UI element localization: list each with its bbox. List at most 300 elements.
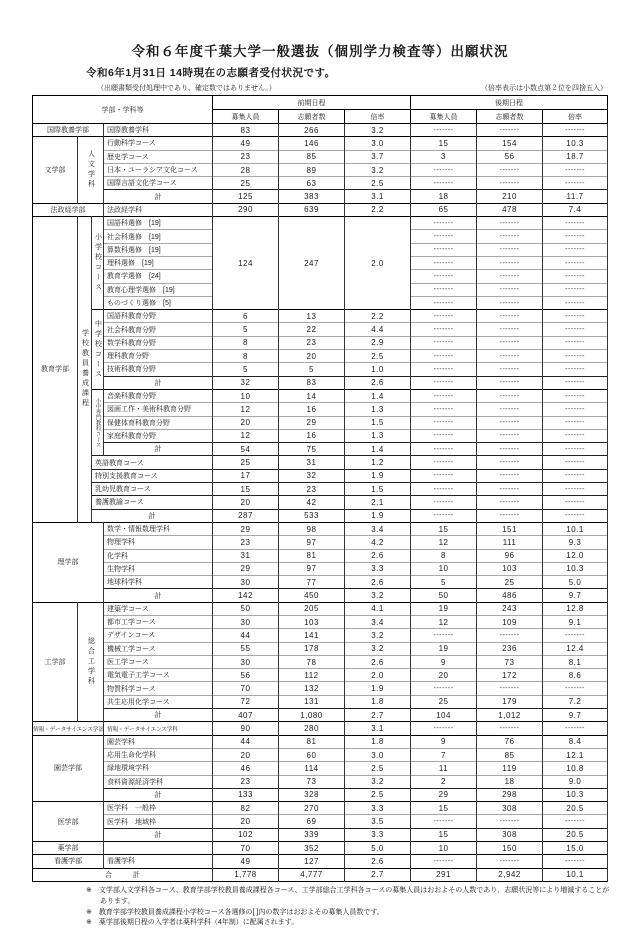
name-cell: 生物学科 (104, 562, 213, 575)
dash-cell: ------- (477, 509, 543, 522)
table-row (33, 669, 608, 682)
application-status-table (32, 95, 608, 882)
total-label-cell: 計 (104, 788, 213, 801)
name-cell: 緑地環境学科 (104, 762, 213, 775)
dash-cell: ------- (411, 124, 477, 137)
name-cell: 法政経学科 (104, 203, 213, 216)
table-row (33, 615, 608, 628)
dash-cell: ------- (543, 310, 608, 323)
column-header-applicants: 志願者数 (477, 110, 543, 124)
dash-cell: ------- (411, 483, 477, 496)
dash-cell: ------- (543, 256, 608, 269)
dash-cell: ------- (477, 376, 543, 389)
value-cell: 30 (213, 615, 279, 628)
dash-cell: ------- (543, 363, 608, 376)
value-cell: 352 (279, 842, 345, 855)
value-cell: 18 (411, 190, 477, 203)
dash-cell: ------- (411, 815, 477, 828)
value-cell: 172 (477, 669, 543, 682)
dash-cell: ------- (543, 429, 608, 442)
table-row (33, 350, 608, 363)
value-cell: 78 (279, 655, 345, 668)
table-row (33, 469, 608, 482)
value-cell: 72 (213, 695, 279, 708)
value-cell: 7.2 (543, 695, 608, 708)
dash-cell: ------- (477, 389, 543, 402)
table-row (33, 762, 608, 775)
value-cell: 243 (477, 602, 543, 615)
value-cell: 50 (213, 602, 279, 615)
dash-cell: ------- (477, 350, 543, 363)
value-cell: 112 (279, 669, 345, 682)
dash-cell: ------- (543, 124, 608, 137)
column-header-capacity: 募集人員 (213, 110, 279, 124)
dash-cell: ------- (543, 177, 608, 190)
dash-cell: ------- (543, 469, 608, 482)
value-cell: 89 (279, 163, 345, 176)
value-cell: 486 (477, 589, 543, 602)
dash-cell: ------- (543, 416, 608, 429)
value-cell: 81 (279, 735, 345, 748)
value-cell: 85 (279, 150, 345, 163)
value-cell: 60 (279, 748, 345, 761)
faculty-cell: 理学部 (33, 522, 104, 602)
value-cell: 8.6 (543, 669, 608, 682)
value-cell: 10.1 (543, 522, 608, 535)
value-cell: 383 (279, 190, 345, 203)
dash-cell: ------- (411, 163, 477, 176)
value-cell: 308 (477, 802, 543, 815)
value-cell: 77 (279, 576, 345, 589)
dash-cell: ------- (477, 469, 543, 482)
table-row (33, 443, 608, 456)
dash-cell: ------- (477, 336, 543, 349)
name-cell: 養護教諭コース (92, 496, 213, 509)
table-row (33, 429, 608, 442)
value-cell: 1,012 (477, 709, 543, 722)
dash-cell: ------- (477, 217, 543, 230)
name-cell: 園芸学科 (104, 735, 213, 748)
table-row (33, 363, 608, 376)
name-cell: 地球科学科 (104, 576, 213, 589)
value-cell: 3.1 (345, 722, 411, 735)
value-cell: 96 (477, 549, 543, 562)
dash-cell: ------- (543, 163, 608, 176)
value-cell: 20 (279, 350, 345, 363)
name-cell: 物質科学コース (104, 682, 213, 695)
value-cell: 210 (477, 190, 543, 203)
value-cell: 20 (411, 669, 477, 682)
value-cell: 15 (411, 522, 477, 535)
value-cell: 478 (477, 203, 543, 216)
faculty-cell: 文学部 (33, 137, 78, 203)
table-row (33, 483, 608, 496)
table-row (33, 775, 608, 788)
value-cell: 12 (411, 536, 477, 549)
table-row (33, 416, 608, 429)
value-cell: 280 (279, 722, 345, 735)
table-row (33, 203, 608, 216)
value-cell: 31 (279, 456, 345, 469)
name-cell: 建築学コース (104, 602, 213, 615)
footnotes (86, 886, 610, 929)
dash-cell: ------- (411, 310, 477, 323)
table-row (33, 735, 608, 748)
value-cell: 1.8 (345, 735, 411, 748)
value-cell: 1.9 (345, 509, 411, 522)
dash-cell: ------- (411, 389, 477, 402)
value-cell: 2.5 (345, 788, 411, 801)
value-cell: 18 (477, 775, 543, 788)
value-cell: 5.0 (345, 842, 411, 855)
dash-cell: ------- (411, 855, 477, 868)
value-cell: 25 (213, 177, 279, 190)
value-cell: 20 (213, 496, 279, 509)
value-cell: 97 (279, 536, 345, 549)
value-cell: 28 (213, 163, 279, 176)
dash-cell: ------- (411, 496, 477, 509)
value-cell: 55 (213, 642, 279, 655)
dash-cell: ------- (411, 429, 477, 442)
name-cell: 医学科 一般枠 (104, 802, 213, 815)
value-cell: 3.3 (345, 562, 411, 575)
value-cell: 1.5 (345, 483, 411, 496)
value-cell: 3.7 (345, 150, 411, 163)
faculty-cell: 医学部 (33, 802, 104, 842)
name-cell: 技術科教育分野 (104, 363, 213, 376)
dash-cell: ------- (411, 376, 477, 389)
value-cell: 25 (477, 576, 543, 589)
table-row (33, 868, 608, 881)
dash-cell: ------- (411, 416, 477, 429)
value-cell: 4.1 (345, 602, 411, 615)
value-cell: 85 (477, 748, 543, 761)
value-cell: 102 (213, 828, 279, 841)
table-row (33, 576, 608, 589)
value-cell: 3.2 (345, 775, 411, 788)
value-cell: 20 (213, 416, 279, 429)
dash-cell: ------- (543, 855, 608, 868)
table-row (33, 802, 608, 815)
dash-cell: ------- (477, 243, 543, 256)
value-cell: 13 (279, 310, 345, 323)
dash-cell: ------- (411, 403, 477, 416)
value-cell: 2.0 (345, 669, 411, 682)
value-cell: 30 (213, 655, 279, 668)
value-cell: 103 (279, 615, 345, 628)
table-row (33, 536, 608, 549)
table-row (33, 190, 608, 203)
dash-cell: ------- (477, 124, 543, 137)
value-cell: 124 (213, 217, 279, 310)
total-label-cell: 計 (104, 190, 213, 203)
faculty-cell: 情報・データサイエンス学部 (33, 722, 104, 735)
value-cell: 23 (279, 336, 345, 349)
column-header-faculty: 学部・学科等 (33, 96, 213, 124)
dash-cell: ------- (411, 296, 477, 309)
value-cell: 2.5 (345, 177, 411, 190)
name-cell: 数学・情報数理学科 (104, 522, 213, 535)
table-row (33, 589, 608, 602)
name-cell: 電気電子工学コース (104, 669, 213, 682)
dash-cell: ------- (543, 296, 608, 309)
dash-cell: ------- (543, 443, 608, 456)
dash-cell: ------- (477, 323, 543, 336)
value-cell: 82 (213, 802, 279, 815)
table-row (33, 828, 608, 841)
table-row (33, 788, 608, 801)
dash-cell: ------- (543, 629, 608, 642)
faculty-cell: 工学部 (33, 602, 78, 722)
value-cell: 2.5 (345, 350, 411, 363)
value-cell: 75 (279, 443, 345, 456)
dash-cell: ------- (543, 323, 608, 336)
value-cell: 19 (411, 602, 477, 615)
value-cell: 12 (213, 403, 279, 416)
table-body (33, 124, 608, 882)
column-group-second-schedule: 後期日程 (411, 96, 608, 110)
value-cell: 2 (411, 775, 477, 788)
value-cell: 32 (279, 469, 345, 482)
total-label-cell: 計 (104, 828, 213, 841)
name-cell: 国語科教育分野 (104, 310, 213, 323)
value-cell: 2.2 (345, 203, 411, 216)
table-row (33, 549, 608, 562)
table-row (33, 562, 608, 575)
value-cell: 1.2 (345, 456, 411, 469)
value-cell: 9.7 (543, 709, 608, 722)
faculty-cell: 国際教養学部 (33, 124, 104, 137)
dash-cell: ------- (543, 243, 608, 256)
value-cell: 10.3 (543, 562, 608, 575)
name-cell: デザインコース (104, 629, 213, 642)
dash-cell: ------- (477, 296, 543, 309)
name-cell: 国語科選修 [19] (104, 217, 213, 230)
total-label-cell: 計 (104, 589, 213, 602)
value-cell: 23 (213, 536, 279, 549)
dash-cell: ------- (477, 177, 543, 190)
name-cell: 理科選修 [19] (104, 256, 213, 269)
value-cell: 1,080 (279, 709, 345, 722)
dash-cell: ------- (543, 509, 608, 522)
dash-cell: ------- (543, 483, 608, 496)
dash-cell: ------- (411, 323, 477, 336)
value-cell: 69 (279, 815, 345, 828)
value-cell: 20.5 (543, 802, 608, 815)
name-cell: 物理学科 (104, 536, 213, 549)
value-cell: 81 (279, 549, 345, 562)
value-cell: 3.1 (345, 190, 411, 203)
total-label-cell: 計 (104, 709, 213, 722)
dash-cell: ------- (411, 270, 477, 283)
note-right: （倍率表示は小数点第２位を四捨五入） (481, 85, 607, 92)
table-row (33, 522, 608, 535)
value-cell: 270 (279, 802, 345, 815)
value-cell: 63 (279, 177, 345, 190)
table-row (33, 323, 608, 336)
value-cell: 25 (411, 695, 477, 708)
value-cell: 533 (279, 509, 345, 522)
dash-cell: ------- (477, 496, 543, 509)
value-cell: 23 (213, 775, 279, 788)
faculty-cell: 教育学部 (33, 217, 78, 523)
value-cell: 1.3 (345, 429, 411, 442)
name-cell: 家庭科教育分野 (104, 429, 213, 442)
value-cell: 2.2 (345, 310, 411, 323)
value-cell: 10.3 (543, 137, 608, 150)
value-cell: 32 (213, 376, 279, 389)
total-label-cell: 計 (104, 443, 213, 456)
dash-cell: ------- (411, 722, 477, 735)
value-cell: 10.3 (543, 788, 608, 801)
value-cell: 8 (213, 350, 279, 363)
value-cell: 46 (213, 762, 279, 775)
total-label-cell: 計 (104, 376, 213, 389)
name-cell: 機械工学コース (104, 642, 213, 655)
column-header-capacity: 募集人員 (411, 110, 477, 124)
value-cell: 12.1 (543, 748, 608, 761)
dash-cell: ------- (477, 429, 543, 442)
column-header-ratio: 倍率 (345, 110, 411, 124)
value-cell: 19 (411, 642, 477, 655)
value-cell: 29 (411, 788, 477, 801)
value-cell: 15 (411, 802, 477, 815)
column-header-applicants: 志願者数 (279, 110, 345, 124)
value-cell: 20 (213, 748, 279, 761)
table-row (33, 163, 608, 176)
value-cell: 12.4 (543, 642, 608, 655)
table-row (33, 722, 608, 735)
value-cell: 12.0 (543, 549, 608, 562)
value-cell: 44 (213, 735, 279, 748)
value-cell: 3.2 (345, 124, 411, 137)
value-cell: 5 (213, 323, 279, 336)
dash-cell: ------- (477, 403, 543, 416)
value-cell: 76 (477, 735, 543, 748)
name-cell: 日本・ユーラシア文化コース (104, 163, 213, 176)
name-cell: 歴史学コース (104, 150, 213, 163)
group-label-cell: 学校教員養成課程 (78, 217, 92, 523)
value-cell: 1.9 (345, 469, 411, 482)
value-cell: 3.3 (345, 828, 411, 841)
dash-cell: ------- (411, 509, 477, 522)
value-cell: 50 (411, 589, 477, 602)
name-cell: 医学科 地域枠 (104, 815, 213, 828)
name-cell: 国際言語文化学コース (104, 177, 213, 190)
dash-cell: ------- (477, 443, 543, 456)
dash-cell: ------- (543, 350, 608, 363)
value-cell: 141 (279, 629, 345, 642)
name-cell: 乳幼児教育コース (92, 483, 213, 496)
name-cell: 看護学科 (104, 855, 213, 868)
table-row (33, 150, 608, 163)
name-cell: 理科教育分野 (104, 350, 213, 363)
dash-cell: ------- (477, 629, 543, 642)
dash-cell: ------- (543, 456, 608, 469)
value-cell: 131 (279, 695, 345, 708)
total-label-cell: 計 (92, 509, 213, 522)
dash-cell: ------- (543, 403, 608, 416)
value-cell: 9.0 (543, 775, 608, 788)
dash-cell: ------- (477, 855, 543, 868)
name-cell: 化学科 (104, 549, 213, 562)
value-cell: 30 (213, 576, 279, 589)
value-cell: 290 (213, 203, 279, 216)
name-cell: 算数科選修 [19] (104, 243, 213, 256)
value-cell: 154 (477, 137, 543, 150)
value-cell: 90 (213, 722, 279, 735)
dash-cell: ------- (543, 496, 608, 509)
value-cell: 31 (213, 549, 279, 562)
table-row (33, 815, 608, 828)
value-cell: 3.3 (345, 802, 411, 815)
value-cell: 9.1 (543, 615, 608, 628)
value-cell: 298 (477, 788, 543, 801)
value-cell: 20.5 (543, 828, 608, 841)
value-cell: 3.2 (345, 629, 411, 642)
value-cell: 9 (411, 735, 477, 748)
value-cell: 2.6 (345, 376, 411, 389)
dash-cell: ------- (477, 483, 543, 496)
name-cell: 音楽科教育分野 (104, 389, 213, 402)
value-cell: 12.8 (543, 602, 608, 615)
name-cell: 食料資源経済学科 (104, 775, 213, 788)
dash-cell: ------- (411, 336, 477, 349)
value-cell: 29 (213, 562, 279, 575)
value-cell: 1.0 (345, 363, 411, 376)
table-row (33, 403, 608, 416)
name-cell: 社会科選修 [19] (104, 230, 213, 243)
value-cell: 146 (279, 137, 345, 150)
value-cell: 4.4 (345, 323, 411, 336)
value-cell: 22 (279, 323, 345, 336)
value-cell: 2.6 (345, 855, 411, 868)
value-cell: 14 (279, 389, 345, 402)
value-cell: 2,942 (477, 868, 543, 881)
value-cell: 127 (279, 855, 345, 868)
value-cell: 3.0 (345, 748, 411, 761)
value-cell: 5 (411, 576, 477, 589)
value-cell: 4.2 (345, 536, 411, 549)
value-cell: 6 (213, 310, 279, 323)
name-cell: 共生応用化学コース (104, 695, 213, 708)
value-cell: 54 (213, 443, 279, 456)
dash-cell: ------- (477, 722, 543, 735)
value-cell: 119 (477, 762, 543, 775)
value-cell: 2.6 (345, 655, 411, 668)
value-cell: 291 (411, 868, 477, 881)
value-cell: 3.4 (345, 615, 411, 628)
dash-cell: ------- (477, 283, 543, 296)
column-header-ratio: 倍率 (543, 110, 608, 124)
table-row (33, 855, 608, 868)
value-cell: 97 (279, 562, 345, 575)
faculty-cell: 看護学部 (33, 855, 104, 868)
name-cell: 医工学コース (104, 655, 213, 668)
value-cell: 3.2 (345, 163, 411, 176)
value-cell: 5 (213, 363, 279, 376)
dash-cell: ------- (411, 443, 477, 456)
faculty-cell: 法政経学部 (33, 203, 104, 216)
name-cell: 特別支援教育コース (92, 469, 213, 482)
value-cell: 49 (213, 137, 279, 150)
dash-cell: ------- (543, 336, 608, 349)
value-cell: 9 (411, 655, 477, 668)
dash-cell: ------- (477, 682, 543, 695)
footnote: ※ 薬学部後期日程の入学者は薬科学科（4年制）に配属されます。 (86, 919, 299, 927)
dash-cell: ------- (411, 456, 477, 469)
value-cell: 83 (279, 376, 345, 389)
